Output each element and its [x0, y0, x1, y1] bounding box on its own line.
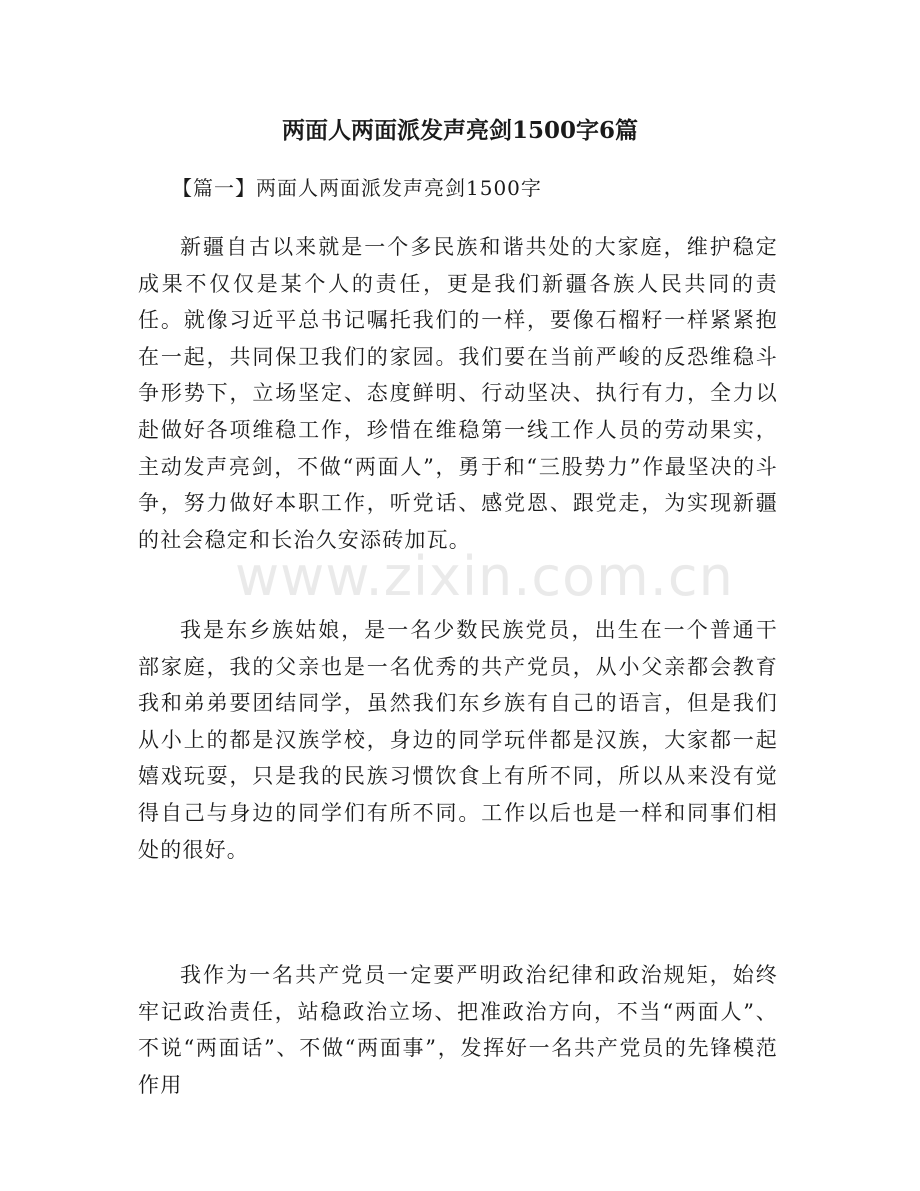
document-title: 两面人两面派发声亮剑1500字6篇: [281, 117, 639, 144]
section-heading: 【篇一】两面人两面派发声亮剑1500字: [172, 176, 542, 200]
watermark-text: www.zixin.com.cn: [235, 545, 734, 608]
body-paragraph-3: 我作为一名共产党员一定要严明政治纪律和政治规矩，始终牢记政治责任，站稳政治立场、把准政治方向，不当“两面人”、不说“两面话”、不做“两面事”，发挥好一名共产党员的先锋模范作用: [138, 963, 778, 1097]
body-paragraph-1: 新疆自古以来就是一个多民族和谐共处的大家庭，维护稳定成果不仅仅是某个人的责任，更是我们新疆各族人民共同的责任。就像习近平总书记嘱托我们的一样，要像石榴籽一样紧紧抱在一起，共同保卫我们的家园。我们要在当前严峻的反恐维稳斗争形势下，立场坚定、态度鲜明、行动坚决、执行有力，全力以赴做好各项维稳工作，珍惜在维稳第一线工作人员的劳动果实，主动发声亮剑，不做“两面人”，勇于和“三股势力”作最坚决的斗争，努力做好本职工作，听党话、感党恩、跟党走，为实现新疆的社会稳定和长治久安添砖加瓦。: [138, 235, 778, 552]
body-paragraph-2: 我是东乡族姑娘，是一名少数民族党员，出生在一个普通干部家庭，我的父亲也是一名优秀的共产党员，从小父亲都会教育我和弟弟要团结同学，虽然我们东乡族有自己的语言，但是我们从小上的都是汉族学校，身边的同学玩伴都是汉族，大家都一起嬉戏玩耍，只是我的民族习惯饮食上有所不同，所以从来没有觉得自己与身边的同学们有所不同。工作以后也是一样和同事们相处的很好。: [138, 618, 778, 862]
